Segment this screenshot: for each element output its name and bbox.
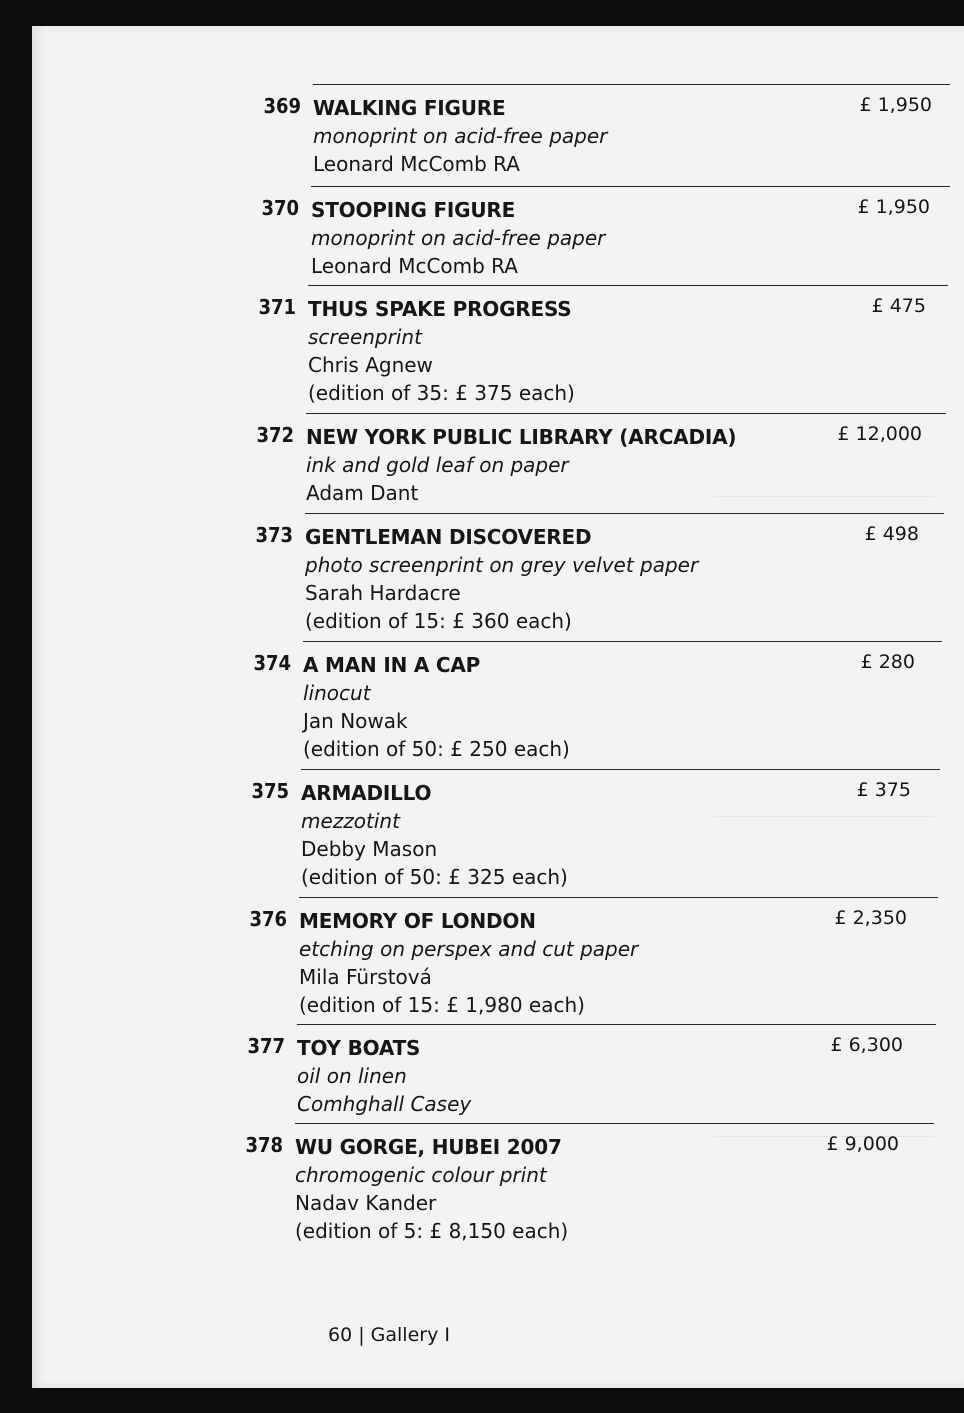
entry-price: £ 475 bbox=[871, 295, 926, 317]
catalogue-page bbox=[32, 26, 964, 1388]
entry-title: NEW YORK PUBLIC LIBRARY (ARCADIA) bbox=[306, 425, 737, 449]
entry-title: ARMADILLO bbox=[301, 781, 432, 805]
entry-details bbox=[301, 779, 741, 891]
entry-details bbox=[306, 423, 746, 507]
entry-medium: screenprint bbox=[308, 325, 422, 349]
entry-medium: linocut bbox=[303, 681, 371, 705]
entry-medium: ink and gold leaf on paper bbox=[306, 453, 569, 477]
entry-number: 376 bbox=[249, 907, 287, 931]
entry-edition: (edition of 15: £ 360 each) bbox=[305, 609, 572, 633]
entry-edition: (edition of 5: £ 8,150 each) bbox=[295, 1219, 569, 1243]
entry-number: 378 bbox=[245, 1133, 283, 1157]
entry-price: £ 12,000 bbox=[837, 423, 922, 445]
entry-medium: etching on perspex and cut paper bbox=[299, 937, 639, 961]
entry-medium: oil on linen bbox=[297, 1064, 407, 1088]
entry-medium: photo screenprint on grey velvet paper bbox=[305, 553, 699, 577]
entry-medium: chromogenic colour print bbox=[295, 1163, 547, 1187]
entry-number: 372 bbox=[256, 423, 294, 447]
entry-price: £ 6,300 bbox=[830, 1034, 903, 1056]
entry-price: £ 1,950 bbox=[857, 196, 930, 218]
entry-number: 374 bbox=[253, 651, 291, 675]
entry-artist: Debby Mason bbox=[301, 837, 438, 861]
entry-number: 373 bbox=[255, 523, 293, 547]
entry-price: £ 9,000 bbox=[826, 1133, 899, 1155]
entry-artist: Nadav Kander bbox=[295, 1191, 437, 1215]
entry-price: £ 280 bbox=[860, 651, 915, 673]
entry-details bbox=[311, 196, 751, 280]
entry-edition: (edition of 35: £ 375 each) bbox=[308, 381, 575, 405]
entry-details bbox=[305, 523, 745, 635]
entry-details bbox=[299, 907, 739, 1019]
entry-edition: (edition of 50: £ 325 each) bbox=[301, 865, 568, 889]
entry-medium: monoprint on acid-free paper bbox=[311, 226, 606, 250]
entry-details bbox=[295, 1133, 735, 1245]
entry-price: £ 498 bbox=[864, 523, 919, 545]
entry-edition: (edition of 15: £ 1,980 each) bbox=[299, 993, 585, 1017]
entry-divider bbox=[295, 1123, 934, 1124]
entry-details bbox=[297, 1034, 737, 1118]
entry-title: STOOPING FIGURE bbox=[311, 198, 516, 222]
entry-divider bbox=[297, 1024, 936, 1025]
entry-title: WU GORGE, HUBEI 2007 bbox=[295, 1135, 562, 1159]
entry-price: £ 2,350 bbox=[834, 907, 907, 929]
entry-divider bbox=[313, 84, 950, 85]
entry-details bbox=[303, 651, 743, 763]
entry-title: WALKING FIGURE bbox=[313, 96, 506, 120]
entry-title: TOY BOATS bbox=[297, 1036, 421, 1060]
entry-number: 369 bbox=[263, 94, 301, 118]
entry-title: GENTLEMAN DISCOVERED bbox=[305, 525, 592, 549]
entry-number: 377 bbox=[247, 1034, 285, 1058]
page-footer: 60 | Gallery I bbox=[328, 1324, 450, 1346]
entry-edition: (edition of 50: £ 250 each) bbox=[303, 737, 570, 761]
entry-number: 375 bbox=[251, 779, 289, 803]
entry-artist: Jan Nowak bbox=[303, 709, 408, 733]
entry-artist: Chris Agnew bbox=[308, 353, 433, 377]
entry-title: A MAN IN A CAP bbox=[303, 653, 481, 677]
entry-number: 370 bbox=[261, 196, 299, 220]
entry-artist: Comhghall Casey bbox=[297, 1092, 472, 1116]
entry-divider bbox=[305, 513, 944, 514]
entry-divider bbox=[299, 897, 938, 898]
entry-artist: Sarah Hardacre bbox=[305, 581, 461, 605]
entry-artist: Mila Fürstová bbox=[299, 965, 432, 989]
catalogue-entries bbox=[32, 26, 964, 1388]
entry-artist: Adam Dant bbox=[306, 481, 419, 505]
entry-title: THUS SPAKE PROGRESS bbox=[308, 297, 572, 321]
entry-details bbox=[308, 295, 748, 407]
entry-artist: Leonard McComb RA bbox=[311, 254, 518, 278]
entry-title: MEMORY OF LONDON bbox=[299, 909, 536, 933]
entry-divider bbox=[306, 413, 946, 414]
entry-divider bbox=[301, 769, 940, 770]
entry-divider bbox=[308, 285, 948, 286]
entry-price: £ 375 bbox=[856, 779, 911, 801]
entry-divider bbox=[303, 641, 942, 642]
entry-medium: mezzotint bbox=[301, 809, 400, 833]
entry-artist: Leonard McComb RA bbox=[313, 152, 520, 176]
entry-details bbox=[313, 94, 753, 178]
entry-medium: monoprint on acid-free paper bbox=[313, 124, 608, 148]
entry-divider bbox=[311, 186, 950, 187]
entry-price: £ 1,950 bbox=[859, 94, 932, 116]
entry-number: 371 bbox=[258, 295, 296, 319]
